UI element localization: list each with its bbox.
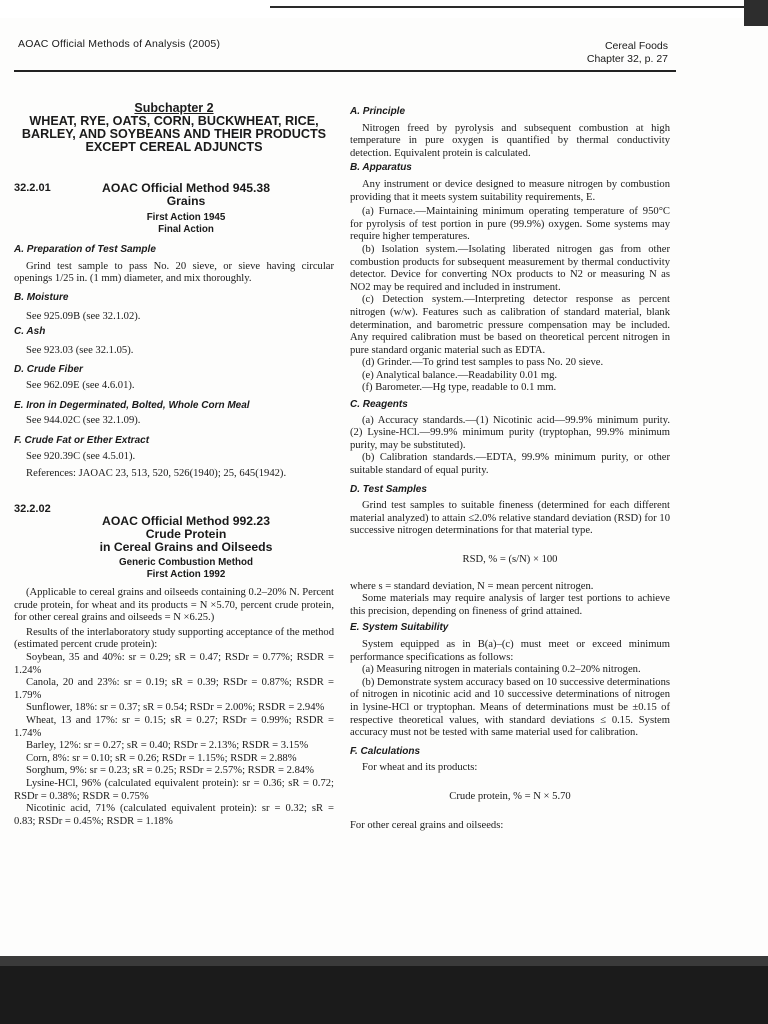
section-heading: B. Apparatus	[350, 162, 412, 174]
section-text: For wheat and its products:	[362, 762, 478, 774]
right-column	[350, 104, 670, 832]
section-heading: C. Ash	[14, 326, 46, 338]
section-heading: E. System Suitability	[350, 622, 449, 634]
apparatus-item: (f) Barometer.—Hg type, readable to 0.1 mm.	[362, 382, 557, 394]
section-heading: E. Iron in Degerminated, Bolted, Whole Corn Meal	[14, 399, 250, 411]
reagent-item: (b) Calibration standards.—EDTA, 99.9% minimum purity, or other suitable standard of equal purity.	[350, 452, 670, 477]
subchapter-label: Subchapter 2	[134, 101, 214, 115]
apparatus-item: (a) Furnace.—Maintaining minimum operating temperature of 950°C for pyrolysis of test portion in pure (99.9%) oxygen. Some systems may require higher temperatures.	[350, 206, 670, 243]
top-rule	[270, 6, 768, 8]
header-rule	[14, 70, 676, 72]
section-text: See 920.39C (see 4.5.01).	[26, 451, 136, 463]
section-text: System equipped as in B(a)–(c) must meet or exceed minimum performance specifications as follows:	[350, 638, 670, 663]
section-text: Grind test samples to suitable fineness (determined for each different material analyzed) to attain ≤2.0% relative standard deviation (RSD) for 10 successive nitrogen determinations for that material type.	[350, 500, 670, 537]
result-row: Sunflower, 18%: sr = 0.37; sR = 0.54; RSDr = 2.00%; RSDR = 2.94%	[26, 702, 325, 714]
result-row: Barley, 12%: sr = 0.27; sR = 0.40; RSDr = 2.13%; RSDR = 3.15%	[26, 740, 309, 752]
result-row: Nicotinic acid, 71% (calculated equivalent protein): sr = 0.32; sR = 0.83; RSDr = 0.45%; RSDR = 1.18%	[14, 803, 334, 827]
method-subtitle: Crude Protein	[145, 527, 227, 542]
section-heading: A. Preparation of Test Sample	[14, 244, 156, 256]
running-header-left: AOAC Official Methods of Analysis (2005)	[18, 38, 221, 50]
section-heading: F. Crude Fat or Ether Extract	[14, 434, 150, 446]
formula-where: where s = standard deviation, N = mean percent nitrogen.	[350, 580, 594, 592]
method-number: 32.2.01	[14, 181, 51, 194]
method-variant: Generic Combustion Method	[119, 557, 253, 569]
section-text: Any instrument or device designed to measure nitrogen by combustion providing that it meets system suitability requirements, E.	[350, 178, 670, 203]
results-list	[14, 652, 334, 828]
section-text: For other cereal grains and oilseeds:	[350, 819, 504, 831]
section-text: Grind test sample to pass No. 20 sieve, or sieve having circular openings 1/25 in. (1 mm) diameter, and mix thoroughly.	[14, 260, 334, 285]
running-header-right	[587, 40, 668, 66]
section-text: Some materials may require analysis of larger test portions to achieve this precision, depending on fineness of grind attained.	[350, 593, 670, 617]
section-heading: C. Reagents	[350, 399, 408, 411]
scan-bottom-shadow	[0, 956, 768, 1024]
result-row: Canola, 20 and 23%: sr = 0.19; sR = 0.39; RSDr = 0.87%; RSDR = 1.79%	[14, 677, 334, 701]
section-heading: F. Calculations	[350, 745, 421, 757]
result-row: Wheat, 13 and 17%: sr = 0.15; sR = 0.27; RSDr = 0.99%; RSDR = 1.74%	[14, 715, 334, 739]
result-row: Corn, 8%: sr = 0.10; sR = 0.26; RSDr = 1.15%; RSDR = 2.88%	[26, 752, 297, 764]
section-text: See 962.09E (see 4.6.01).	[26, 379, 135, 391]
section-text: See 925.09B (see 32.1.02).	[26, 310, 141, 322]
header-chapter-page: Chapter 32, p. 27	[586, 53, 668, 65]
method-action: First Action 1992	[146, 569, 226, 581]
scan-shadow-edge	[0, 956, 768, 966]
method-action: First Action 1945	[146, 212, 226, 224]
apparatus-item: (e) Analytical balance.—Readability 0.01 mg.	[362, 369, 558, 381]
section-heading: D. Crude Fiber	[14, 364, 83, 376]
results-intro: Results of the interlaboratory study supporting acceptance of the method (estimated percent crude protein):	[14, 626, 335, 651]
header-section-name: Cereal Foods	[604, 40, 668, 52]
result-row: Sorghum, 9%: sr = 0.23; sR = 0.25; RSDr = 2.57%; RSDR = 2.84%	[26, 765, 314, 777]
left-column	[14, 84, 334, 828]
references: References: JAOAC 23, 513, 520, 526(1940); 25, 645(1942).	[26, 467, 287, 479]
document-page	[8, 18, 734, 958]
section-heading: D. Test Samples	[350, 483, 427, 495]
method-title: AOAC Official Method 992.23	[102, 514, 270, 529]
section-text: See 923.03 (see 32.1.05).	[26, 344, 134, 356]
reagent-item: (a) Accuracy standards.—(1) Nicotinic acid—99.9% minimum purity. (2) Lysine-HCl.—99.9% minimum purity (tryptophan, 99.9% minimum purity, may be substituted).	[350, 414, 670, 451]
top-corner-shadow	[744, 0, 768, 26]
suitability-item: (a) Measuring nitrogen in materials containing 0.2–20% nitrogen.	[362, 664, 641, 676]
result-row: Soybean, 35 and 40%: sr = 0.29; sR = 0.47; RSDr = 0.77%; RSDR = 1.24%	[14, 652, 334, 676]
top-scan-edge	[0, 0, 768, 18]
section-heading: A. Principle	[350, 106, 406, 117]
suitability-item: (b) Demonstrate system accuracy based on 10 successive determinations of nitrogen in nicotinic acid and 10 successive determinations of nitrogen in lysine-HCl or tryptophan. Means of determinations must be ±0.15 of respective theoretical values, with standard deviations ≤ 0.15. System accuracy must not be tested with same material used for calibration.	[350, 676, 670, 739]
applicability-note: (Applicable to cereal grains and oilseeds containing 0.2–20% N. Percent crude protein, for wheat and its products = N ×5.70, percent crude protein, for other cereal grains and oilseeds = N ×6.25.)	[14, 587, 334, 624]
apparatus-item: (c) Detection system.—Interpreting detector response as percent nitrogen (w/w). Features such as calibration of standard material, blank determination, and barometric pressure compensation may be included. Any required calibration must be based on theoretical percent nitrogen in pure standard organic material such as EDTA.	[350, 294, 670, 356]
method-action-final: Final Action	[158, 224, 214, 236]
section-text: Nitrogen freed by pyrolysis and subsequent combustion at high temperature in pure oxygen is quantified by thermal conductivity detection. Equivalent protein is calculated.	[350, 122, 670, 159]
protein-formula: Crude protein, % = N × 5.70	[449, 790, 571, 802]
apparatus-item: (d) Grinder.—To grind test samples to pass No. 20 sieve.	[362, 357, 604, 369]
apparatus-item: (b) Isolation system.—Isolating liberated nitrogen gas from other combustion products for subsequent measurement by thermal conductivity detector. Device for converting NOx products to N2 or measuring N as NO2 may be required and included in instrument.	[350, 243, 670, 293]
section-text: See 944.02C (see 32.1.09).	[26, 415, 141, 427]
result-row: Lysine-HCl, 96% (calculated equivalent protein): sr = 0.36; sR = 0.72; RSDr = 0.38%; RSDR = 0.75%	[14, 778, 334, 802]
subchapter-title: WHEAT, RYE, OATS, CORN, BUCKWHEAT, RICE, BARLEY, AND SOYBEANS AND THEIR PRODUCTS EXCEPT CEREAL ADJUNCTS	[21, 113, 327, 154]
method-title: AOAC Official Method 945.38	[102, 181, 270, 196]
method-number: 32.2.02	[14, 502, 51, 515]
section-heading: B. Moisture	[14, 291, 69, 303]
method-subtitle: Grains	[166, 194, 206, 209]
method-subtitle: in Cereal Grains and Oilseeds	[99, 540, 273, 555]
rsd-formula: RSD, % = (s/N) × 100	[462, 554, 558, 565]
